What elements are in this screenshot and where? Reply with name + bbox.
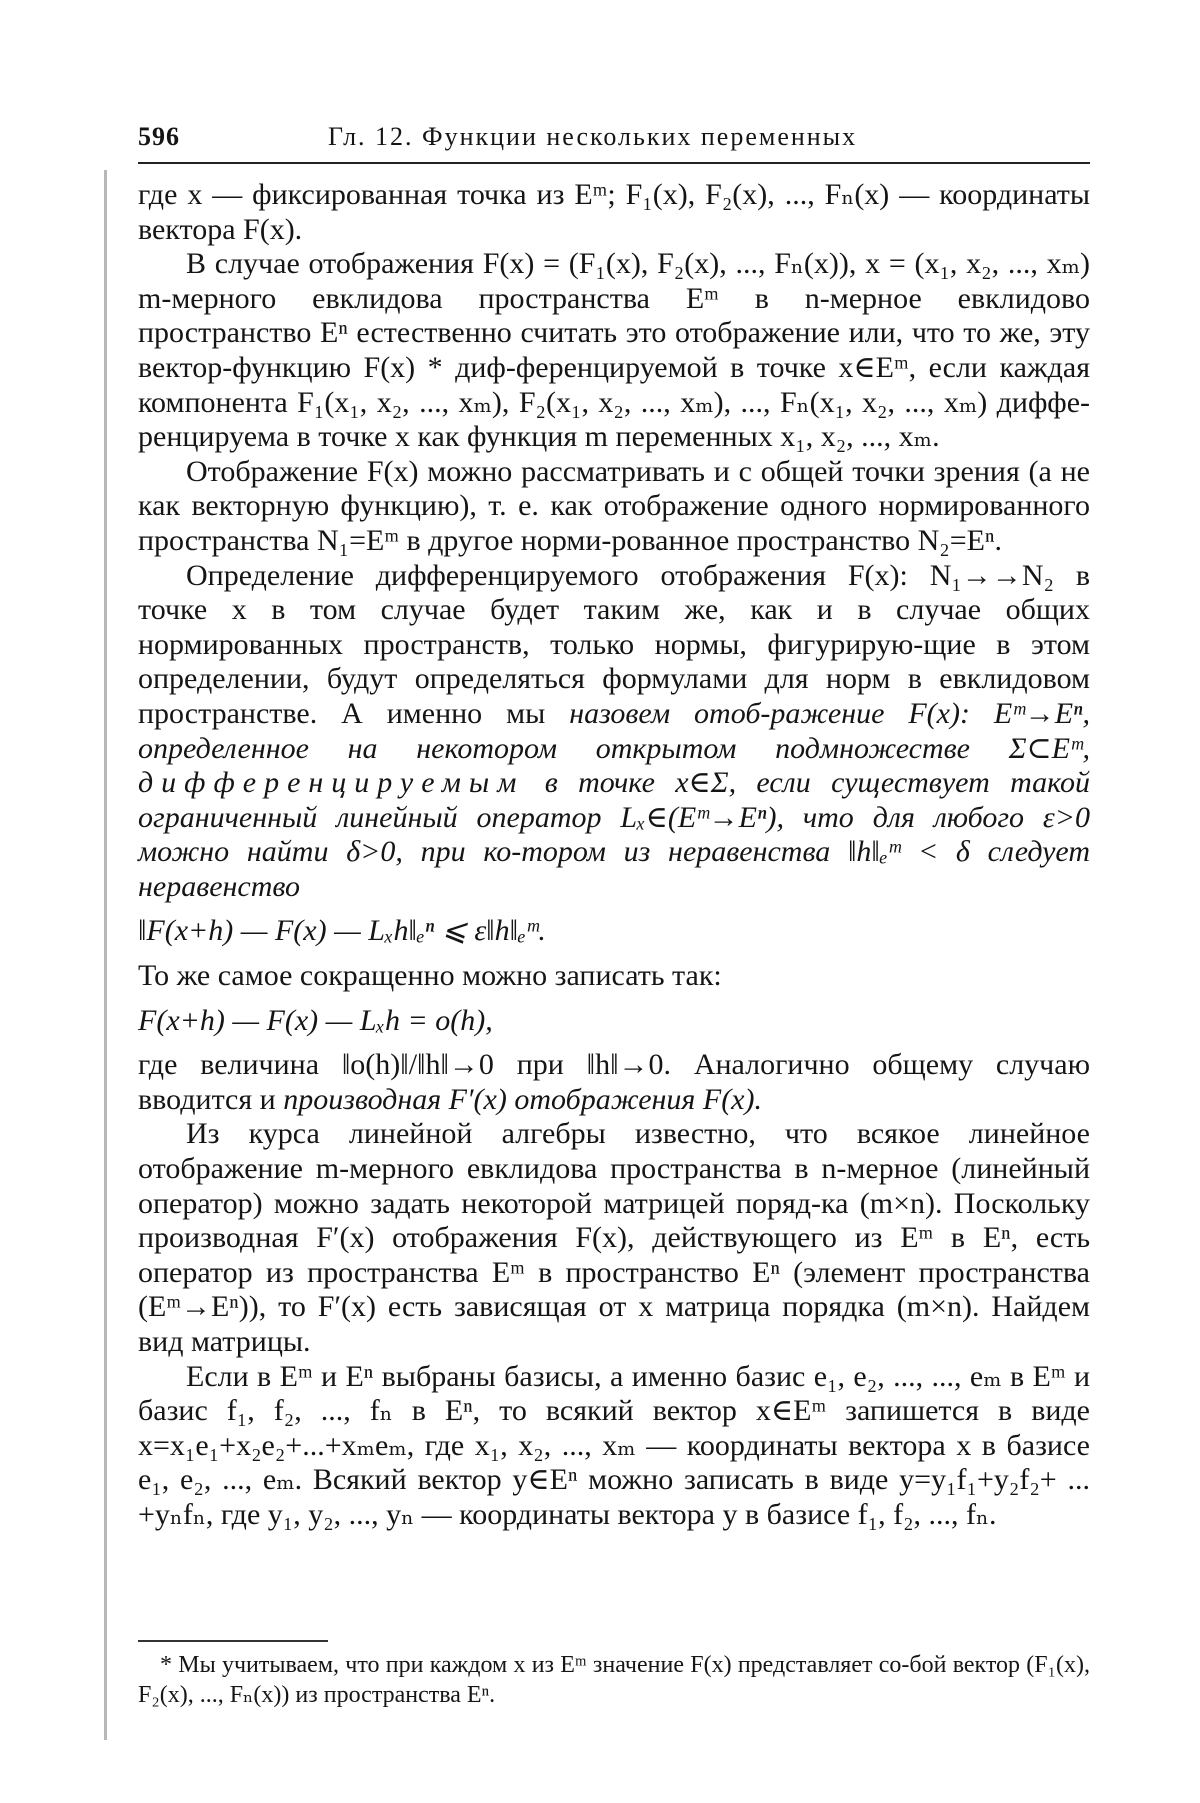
formula-1: ‖F(x+h) — F(x) — Lₓh‖ₑⁿ ⩽ ε‖h‖ₑᵐ.	[138, 914, 546, 948]
paragraph-4	[138, 559, 1090, 905]
page-body	[138, 178, 1090, 1533]
paragraph-7: Из курса линейной алгебры известно, что всякое линейное отображение m-мерного евклидова пространства в n-мерное (линейный оператор) можно задать некоторой матрицей поряд-ка (m×n). Поскольку производная F′(x) отображения F(x), действующего из Eᵐ в Eⁿ, есть оператор из пространства Eᵐ в пространство Eⁿ (элемент пространства (Eᵐ→Eⁿ)), то F′(x) есть зависящая от x матрица порядка (m×n). Найдем вид матрицы.	[138, 1117, 1090, 1358]
margin-mark	[104, 170, 107, 1740]
footnote-rule	[138, 1640, 328, 1642]
paragraph-8: Если в Eᵐ и Eⁿ выбраны базисы, а именно базис e₁, e₂, ..., ..., eₘ в Eᵐ и базис f₁, f₂, ..., fₙ в Eⁿ, то всякий вектор x∈Eᵐ запишется в виде x=x₁e₁+x₂e₂+...+xₘeₘ, где x₁, x₂, ..., xₘ — координаты вектора x в базисе e₁, e₂, ..., eₘ. Всякий вектор y∈Eⁿ можно записать в виде y=y₁f₁+y₂f₂+ ... +yₙfₙ, где y₁, y₂, ..., yₙ — координаты вектора y в базисе f₁, f₂, ..., fₙ.	[138, 1359, 1090, 1531]
definition-text-2: в точке x∈Σ, если существует такой ограниченный линейный оператор Lₓ∈(Eᵐ→Eⁿ), что для любого ε>0 можно найти δ>0, при ко-тором из неравенства ‖h‖ₑᵐ < δ следует неравенство	[138, 766, 1090, 903]
header-rule	[138, 162, 1090, 164]
page-header	[138, 122, 1090, 162]
footnote	[138, 1650, 1090, 1710]
page-number: 596	[138, 122, 180, 151]
paragraph-6	[138, 1048, 1090, 1117]
derivative-definition: производная F′(x) отображения F(x).	[283, 1082, 762, 1116]
footnote-mark: *	[160, 1652, 172, 1678]
footnote-text: Мы учитываем, что при каждом x из Eᵐ значение F(x) представляет со-бой вектор (F₁(x), F₂(x), ..., Fₙ(x)) из пространства Eⁿ.	[138, 1652, 1090, 1708]
paragraph-5: То же самое сокращенно можно записать так:	[138, 959, 722, 993]
paragraph-2: В случае отображения F(x) = (F₁(x), F₂(x), ..., Fₙ(x)), x = (x₁, x₂, ..., xₘ) m-мерного евклидова пространства Eᵐ в n-мерное евклидово пространство Eⁿ естественно считать это отображение или, что то же, эту вектор-функцию F(x) * диф-ференцируемой в точке x∈Eᵐ, если каждая компонента F₁(x₁, x₂, ..., xₘ), F₂(x₁, x₂, ..., xₘ), ..., Fₙ(x₁, x₂, ..., xₘ) диффе-ренцируема в точке x как функция m переменных x₁, x₂, ..., xₘ.	[138, 247, 1090, 454]
definition-text-1: назовем отоб-ражение F(x): Eᵐ→Eⁿ, определенное на некотором открытом подмножестве Σ⊂Eᵐ,	[138, 696, 1090, 765]
paragraph-6-text: где величина ‖o(h)‖/‖h‖→0 при ‖h‖→0. Аналогично общему случаю вводится и	[138, 1048, 1090, 1116]
paragraph-3: Отображение F(x) можно рассматривать и с общей точки зрения (а не как векторную функцию), т. е. как отображение одного нормированного пространства N₁=Eᵐ в другое норми-рованное пространство N₂=Eⁿ.	[138, 454, 1090, 557]
paragraph-1: где x — фиксированная точка из Eᵐ; F₁(x), F₂(x), ..., Fₙ(x) — координаты вектора F(x).	[138, 178, 1090, 246]
formula-2: F(x+h) — F(x) — Lₓh = o(h),	[138, 1003, 493, 1037]
paragraph-4-text: Определение дифференцируемого отображения F(x): N₁→→N₂ в точке x в том случае будет таким же, как и в случае общих нормированных пространств, только нормы, фигурирую-щие в этом определении, будут определяться формулами для норм в евклидовом пространстве. А именно мы	[138, 558, 1090, 730]
running-title: Гл. 12. Функции нескольких переменных	[328, 122, 858, 151]
defined-term: дифференцируемым	[138, 766, 525, 800]
